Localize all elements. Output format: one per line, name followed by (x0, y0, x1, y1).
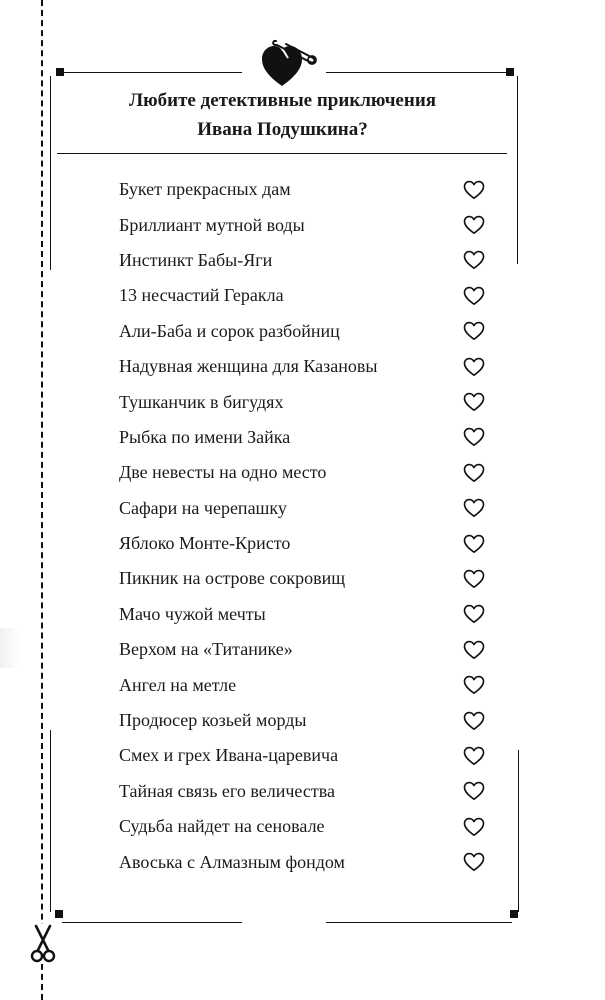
title-line-1: Любите детективные приключения (128, 90, 437, 111)
frame-corner-tr (506, 68, 514, 76)
list-item (119, 844, 489, 879)
book-title: Верхом на «Титанике» (119, 639, 293, 660)
book-title: Сафари на черепашку (119, 497, 287, 518)
title-line-2: Ивана Подушкина? (197, 119, 368, 140)
book-title: Смех и грех Ивана-царевича (119, 745, 339, 766)
list-item (119, 384, 489, 419)
list-item (119, 314, 489, 349)
heart-outline-icon[interactable] (463, 852, 485, 872)
heart-outline-icon[interactable] (463, 215, 485, 235)
book-title: Рыбка по имени Зайка (119, 426, 291, 447)
page-edge-shadow (0, 628, 20, 668)
book-title: Бриллиант мутной воды (119, 214, 305, 235)
list-item (119, 561, 489, 596)
page-title (60, 86, 505, 144)
book-title: Яблоко Монте-Кристо (119, 533, 291, 554)
book-title: Букет прекрасных дам (119, 179, 291, 200)
list-item (119, 667, 489, 702)
book-title: Продюсер козьей морды (119, 710, 307, 731)
heart-outline-icon[interactable] (463, 746, 485, 766)
book-title: Пикник на острове сокровищ (119, 568, 346, 589)
frame-right-top (517, 76, 518, 264)
list-item (119, 243, 489, 278)
list-item (119, 526, 489, 561)
title-divider (57, 153, 507, 154)
list-item (119, 738, 489, 773)
heart-outline-icon[interactable] (463, 781, 485, 801)
heart-outline-icon[interactable] (463, 498, 485, 518)
list-item (119, 349, 489, 384)
heart-outline-icon[interactable] (463, 569, 485, 589)
book-list (119, 172, 489, 880)
list-item (119, 809, 489, 844)
book-title: 13 несчастий Геракла (119, 285, 284, 306)
book-title: Мачо чужой мечты (119, 603, 266, 624)
list-item (119, 632, 489, 667)
heart-outline-icon[interactable] (463, 604, 485, 624)
heart-outline-icon[interactable] (463, 463, 485, 483)
frame-top-left (62, 72, 242, 73)
book-title: Тушканчик в бигудях (119, 391, 284, 412)
list-item (119, 455, 489, 490)
list-item (119, 491, 489, 526)
frame-right-bottom (518, 750, 519, 912)
heart-outline-icon[interactable] (463, 321, 485, 341)
heart-outline-icon[interactable] (463, 250, 485, 270)
heart-outline-icon[interactable] (463, 675, 485, 695)
list-item (119, 207, 489, 242)
book-title: Тайная связь его величества (119, 780, 335, 801)
list-item (119, 774, 489, 809)
frame-corner-tl (56, 68, 64, 76)
scissors-icon (28, 924, 58, 964)
book-title: Инстинкт Бабы-Яги (119, 249, 273, 270)
cut-line (41, 0, 43, 1000)
frame-left-bottom (50, 730, 51, 912)
book-title: Ангел на метле (119, 674, 237, 695)
book-title: Надувная женщина для Казановы (119, 356, 378, 377)
heart-outline-icon[interactable] (463, 640, 485, 660)
frame-corner-bl (55, 910, 63, 918)
frame-corner-br (510, 910, 518, 918)
heart-outline-icon[interactable] (463, 392, 485, 412)
heart-outline-icon[interactable] (463, 286, 485, 306)
frame-bottom-left (62, 922, 242, 923)
book-title: Судьба найдет на сеновале (119, 816, 325, 837)
heart-outline-icon[interactable] (463, 711, 485, 731)
heart-outline-icon[interactable] (463, 817, 485, 837)
heart-outline-icon[interactable] (463, 357, 485, 377)
book-title: Авоська с Алмазным фондом (119, 851, 345, 872)
list-item (119, 172, 489, 207)
list-item (119, 703, 489, 738)
heart-outline-icon[interactable] (463, 180, 485, 200)
frame-bottom-right (326, 922, 512, 923)
list-item (119, 278, 489, 313)
heart-with-pin-icon (258, 38, 320, 88)
book-title: Али-Баба и сорок разбойниц (119, 320, 340, 341)
list-item (119, 420, 489, 455)
heart-outline-icon[interactable] (463, 427, 485, 447)
list-item (119, 597, 489, 632)
frame-left-top (50, 76, 51, 270)
frame-top-right (326, 72, 512, 73)
heart-outline-icon[interactable] (463, 534, 485, 554)
book-title: Две невесты на одно место (119, 462, 327, 483)
